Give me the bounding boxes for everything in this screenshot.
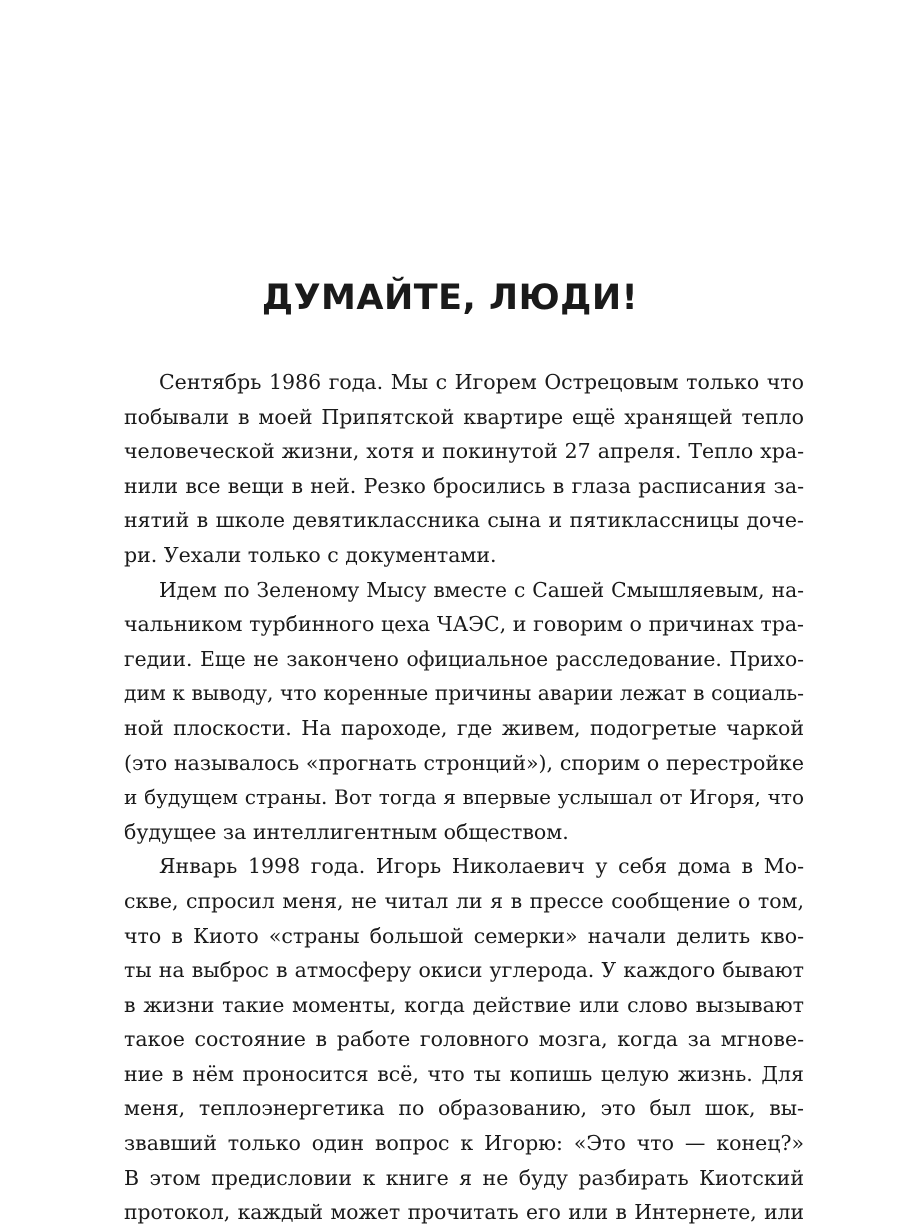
chapter-title: ДУМАЙТЕ, ЛЮДИ!: [261, 278, 639, 318]
text-line: ты на выброс в атмосферу окиси углерода. У каждого бывают: [124, 958, 804, 983]
text-line: нятий в школе девятиклассника сына и пятиклассницы доче-: [124, 508, 804, 533]
text-line: Идем по Зеленому Мысу вместе с Сашей Смышляевым, на-: [159, 577, 804, 602]
text-line: скве, спросил меня, не читал ли я в прессе сообщение о том,: [124, 888, 804, 913]
text-line: гедии. Еще не закончено официальное расследование. Прихо-: [124, 646, 804, 671]
text-line: (это называлось «прогнать стронций»), спорим о перестройке: [124, 750, 804, 775]
text-line: ри. Уехали только с документами.: [124, 542, 497, 567]
text-line: Январь 1998 года. Игорь Николаевич у себя дома в Мо-: [159, 854, 804, 879]
text-line: такое состояние в работе головного мозга, когда за мгнове-: [124, 1027, 804, 1052]
text-line: человеческой жизни, хотя и покинутой 27 апреля. Тепло хра-: [124, 439, 804, 464]
text-line: протокол, каждый может прочитать его или в Интернете, или: [124, 1200, 804, 1225]
text-line: в жизни такие моменты, когда действие или слово вызывают: [124, 992, 804, 1017]
text-line: дим к выводу, что коренные причины аварии лежат в социаль-: [124, 681, 804, 706]
text-line: будущее за интеллигентным обществом.: [124, 819, 569, 844]
text-line: чальником турбинного цеха ЧАЭС, и говорим о причинах тра-: [124, 612, 804, 637]
text-line: нили все вещи в ней. Резко бросились в глаза расписания за-: [124, 473, 804, 498]
text-line: звавший только один вопрос к Игорю: «Это что — конец?»: [124, 1131, 804, 1156]
text-line: и будущем страны. Вот тогда я впервые услышал от Игоря, что: [124, 785, 804, 810]
text-line: Сентябрь 1986 года. Мы с Игорем Острецовым только что: [159, 370, 804, 394]
text-line: ной плоскости. На пароходе, где живем, подогретые чаркой: [124, 715, 804, 740]
text-line: побывали в моей Припятской квартире ещё хранящей тепло: [124, 404, 804, 429]
chapter-body: [124, 365, 804, 1230]
text-line: меня, теплоэнергетика по образованию, это был шок, вы-: [124, 1096, 804, 1121]
text-line: ние в нём проносится всё, что ты копишь целую жизнь. Для: [124, 1061, 804, 1086]
text-line: В этом предисловии к книге я не буду разбирать Киотский: [124, 1165, 804, 1190]
text-line: что в Киото «страны большой семерки» начали делить кво-: [124, 923, 804, 948]
